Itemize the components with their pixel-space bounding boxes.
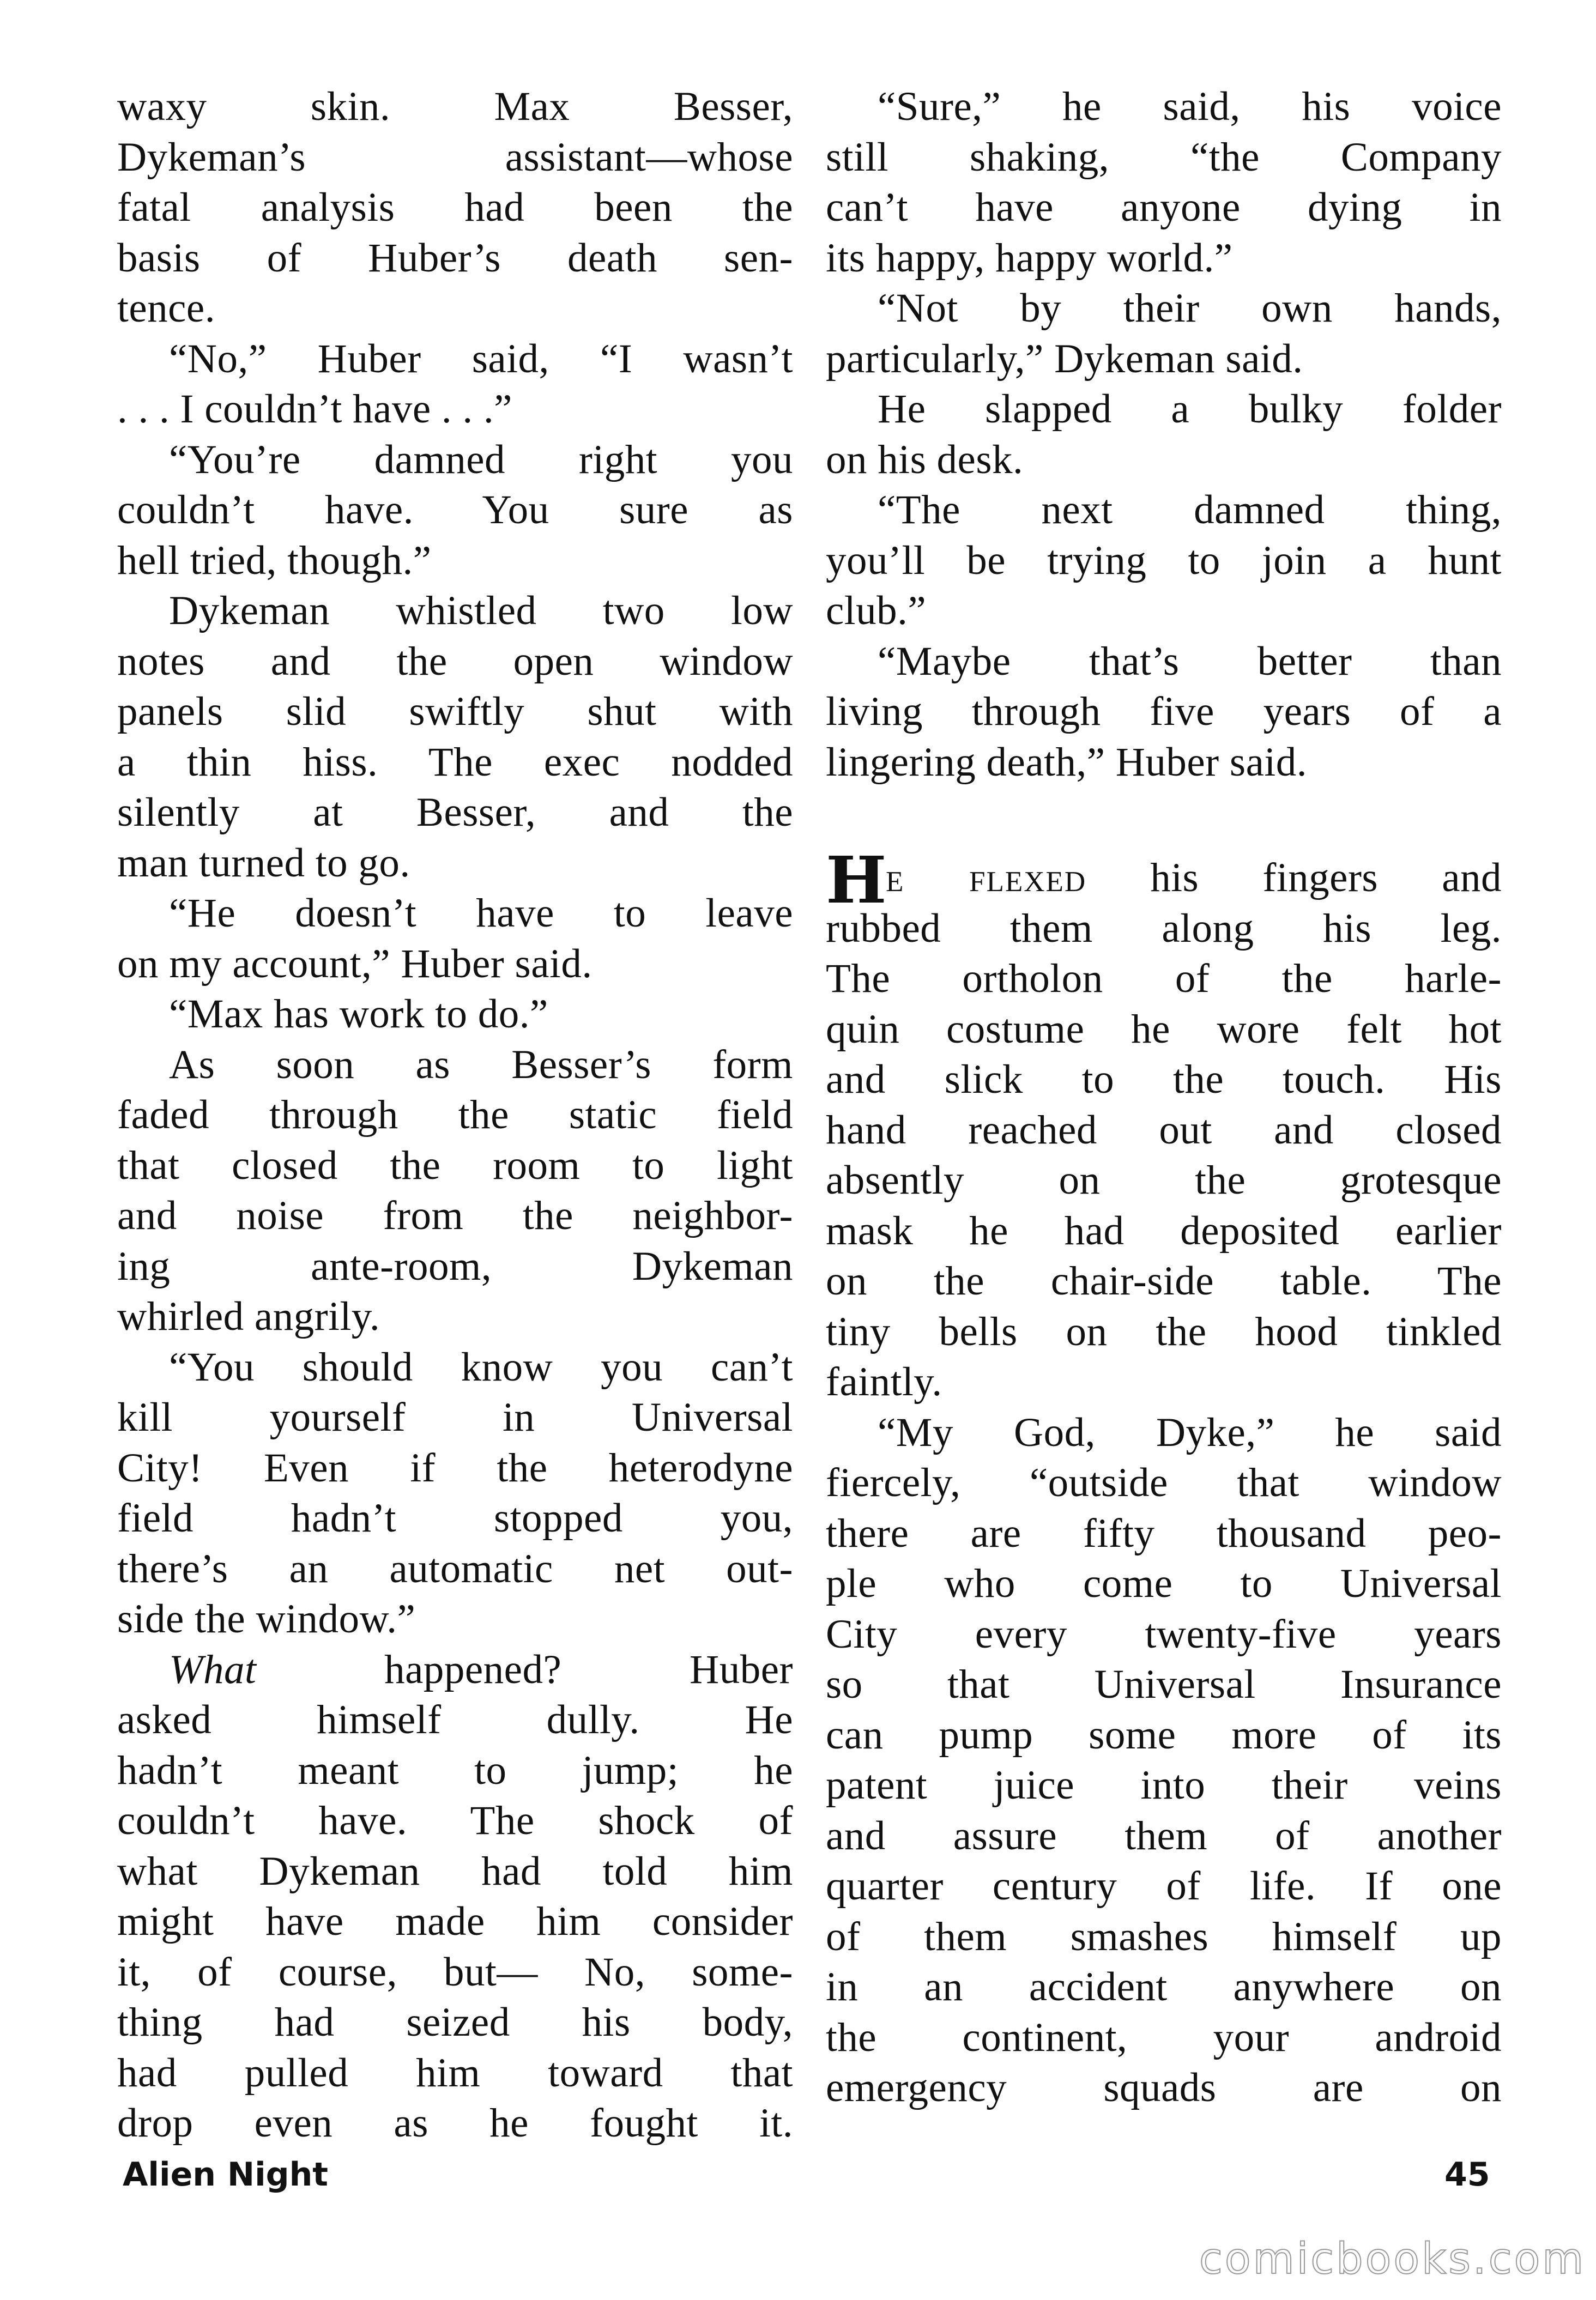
text-line: a thin hiss. The exec nodded <box>117 739 793 785</box>
text-line: of them smashes himself up <box>826 1914 1502 1959</box>
text-line: Dykeman whistled two low <box>169 588 793 633</box>
text-line: couldn’t have. You sure as <box>117 487 793 532</box>
text-line: “He doesn’t have to leave <box>169 891 793 936</box>
text-line: faded through the static field <box>117 1092 793 1137</box>
text-line: on his desk. <box>826 437 1024 482</box>
text-line: City every twenty-five years <box>826 1611 1502 1657</box>
drop-cap-line <box>826 842 1502 918</box>
text-line: The ortholon of the harle- <box>826 956 1502 1001</box>
drop-cap-rest: his fingers and <box>1086 855 1502 900</box>
section-break <box>826 788 1502 853</box>
text-line: lingering death,” Huber said. <box>826 739 1307 785</box>
text-line: “The next damned thing, <box>878 487 1502 532</box>
text-line: you’ll be trying to join a hunt <box>826 537 1502 583</box>
text-line <box>117 1645 793 1696</box>
text-line: waxy skin. Max Besser, <box>117 84 793 129</box>
text-line: and assure them of another <box>826 1813 1502 1859</box>
text-line: quarter century of life. If one <box>826 1863 1502 1909</box>
text-line: can pump some more of its <box>826 1712 1502 1758</box>
right-text-column <box>826 82 1502 2114</box>
right-column-top-text <box>826 82 1502 788</box>
text-line: “No,” Huber said, “I wasn’t <box>169 336 793 382</box>
text-line: the continent, your android <box>826 2014 1502 2060</box>
page-number: 45 <box>1444 2156 1490 2194</box>
text-line: asked himself dully. He <box>117 1697 793 1742</box>
text-line: “My God, Dyke,” he said <box>878 1409 1502 1455</box>
text-line: emergency squads are on <box>826 2065 1502 2110</box>
drop-cap-smallcaps: e flexed <box>886 855 1087 900</box>
text-line: in an accident anywhere on <box>826 1964 1502 2010</box>
text-line: Dykeman’s assistant—whose <box>117 134 793 180</box>
text-line: can’t have anyone dying in <box>826 185 1502 230</box>
text-line: absently on the grotesque <box>826 1158 1502 1203</box>
text-line: side the window.” <box>117 1596 416 1642</box>
text-line: whirled angrily. <box>117 1294 380 1339</box>
line-text: happened? Huber <box>384 1647 793 1692</box>
text-line: hand reached out and closed <box>826 1107 1502 1153</box>
drop-cap-letter: H <box>826 842 887 918</box>
text-line: on my account,” Huber said. <box>117 941 593 986</box>
text-line: there are fifty thousand peo- <box>826 1510 1502 1556</box>
text-line: and slick to the touch. His <box>826 1057 1502 1102</box>
text-line: couldn’t have. The shock of <box>117 1798 793 1843</box>
text-line: its happy, happy world.” <box>826 235 1233 281</box>
text-line: “Maybe that’s better than <box>878 638 1502 684</box>
text-line: panels slid swiftly shut with <box>117 689 793 734</box>
text-line: notes and the open window <box>117 638 793 684</box>
text-line: what Dykeman had told him <box>117 1848 793 1894</box>
text-line: it, of course, but— No, some- <box>117 1949 793 1995</box>
text-line: basis of Huber’s death sen- <box>117 235 793 281</box>
text-line: there’s an automatic net out- <box>117 1546 793 1591</box>
text-line: He slapped a bulky folder <box>878 386 1502 432</box>
text-line: quin costume he wore felt hot <box>826 1006 1502 1052</box>
text-line: field hadn’t stopped you, <box>117 1496 793 1541</box>
text-line: hell tried, though.” <box>117 537 432 583</box>
text-line: and noise from the neighbor- <box>117 1193 793 1238</box>
text-line: that closed the room to light <box>117 1142 793 1188</box>
text-line: fiercely, “outside that window <box>826 1460 1502 1505</box>
text-line: club.” <box>826 588 927 633</box>
text-line: ple who come to Universal <box>826 1561 1502 1606</box>
text-line: “You’re damned right you <box>169 437 793 482</box>
watermark-logo: comicbooks.com <box>1199 2235 1586 2284</box>
text-line: . . . I couldn’t have . . .” <box>117 386 512 432</box>
text-line: faintly. <box>826 1359 942 1405</box>
text-line: City! Even if the heterodyne <box>117 1445 793 1491</box>
text-line: “Sure,” he said, his voice <box>878 84 1502 129</box>
text-line: “Not by their own hands, <box>878 286 1502 331</box>
text-line: so that Universal Insurance <box>826 1662 1502 1707</box>
left-text-column <box>117 82 793 2149</box>
running-footer-title: Alien Night <box>123 2156 328 2194</box>
text-line: had pulled him toward that <box>117 2050 793 2096</box>
text-line: living through five years of a <box>826 689 1502 734</box>
text-line: “You should know you can’t <box>169 1344 793 1390</box>
text-line: man turned to go. <box>117 840 410 886</box>
text-line: “Max has work to do.” <box>169 991 548 1037</box>
text-line: As soon as Besser’s form <box>169 1042 793 1087</box>
text-line: mask he had deposited earlier <box>826 1208 1502 1254</box>
text-line: particularly,” Dykeman said. <box>826 336 1303 382</box>
text-line: tiny bells on the hood tinkled <box>826 1309 1502 1354</box>
italic-text: What <box>169 1647 385 1692</box>
text-line: drop even as he fought it. <box>117 2101 793 2146</box>
text-line: on the chair-side table. The <box>826 1258 1502 1304</box>
text-line: silently at Besser, and the <box>117 790 793 835</box>
text-line: rubbed them along his leg. <box>826 905 1502 951</box>
text-line: thing had seized his body, <box>117 2000 793 2045</box>
text-line: patent juice into their veins <box>826 1763 1502 1808</box>
text-line: still shaking, “the Company <box>826 134 1502 180</box>
text-line: hadn’t meant to jump; he <box>117 1747 793 1793</box>
text-line: fatal analysis had been the <box>117 185 793 230</box>
text-line: ing ante-room, Dykeman <box>117 1243 793 1289</box>
text-line: kill yourself in Universal <box>117 1395 793 1440</box>
text-line: might have made him consider <box>117 1899 793 1944</box>
right-column-bottom-text <box>826 904 1502 2114</box>
text-line: tence. <box>117 286 215 331</box>
